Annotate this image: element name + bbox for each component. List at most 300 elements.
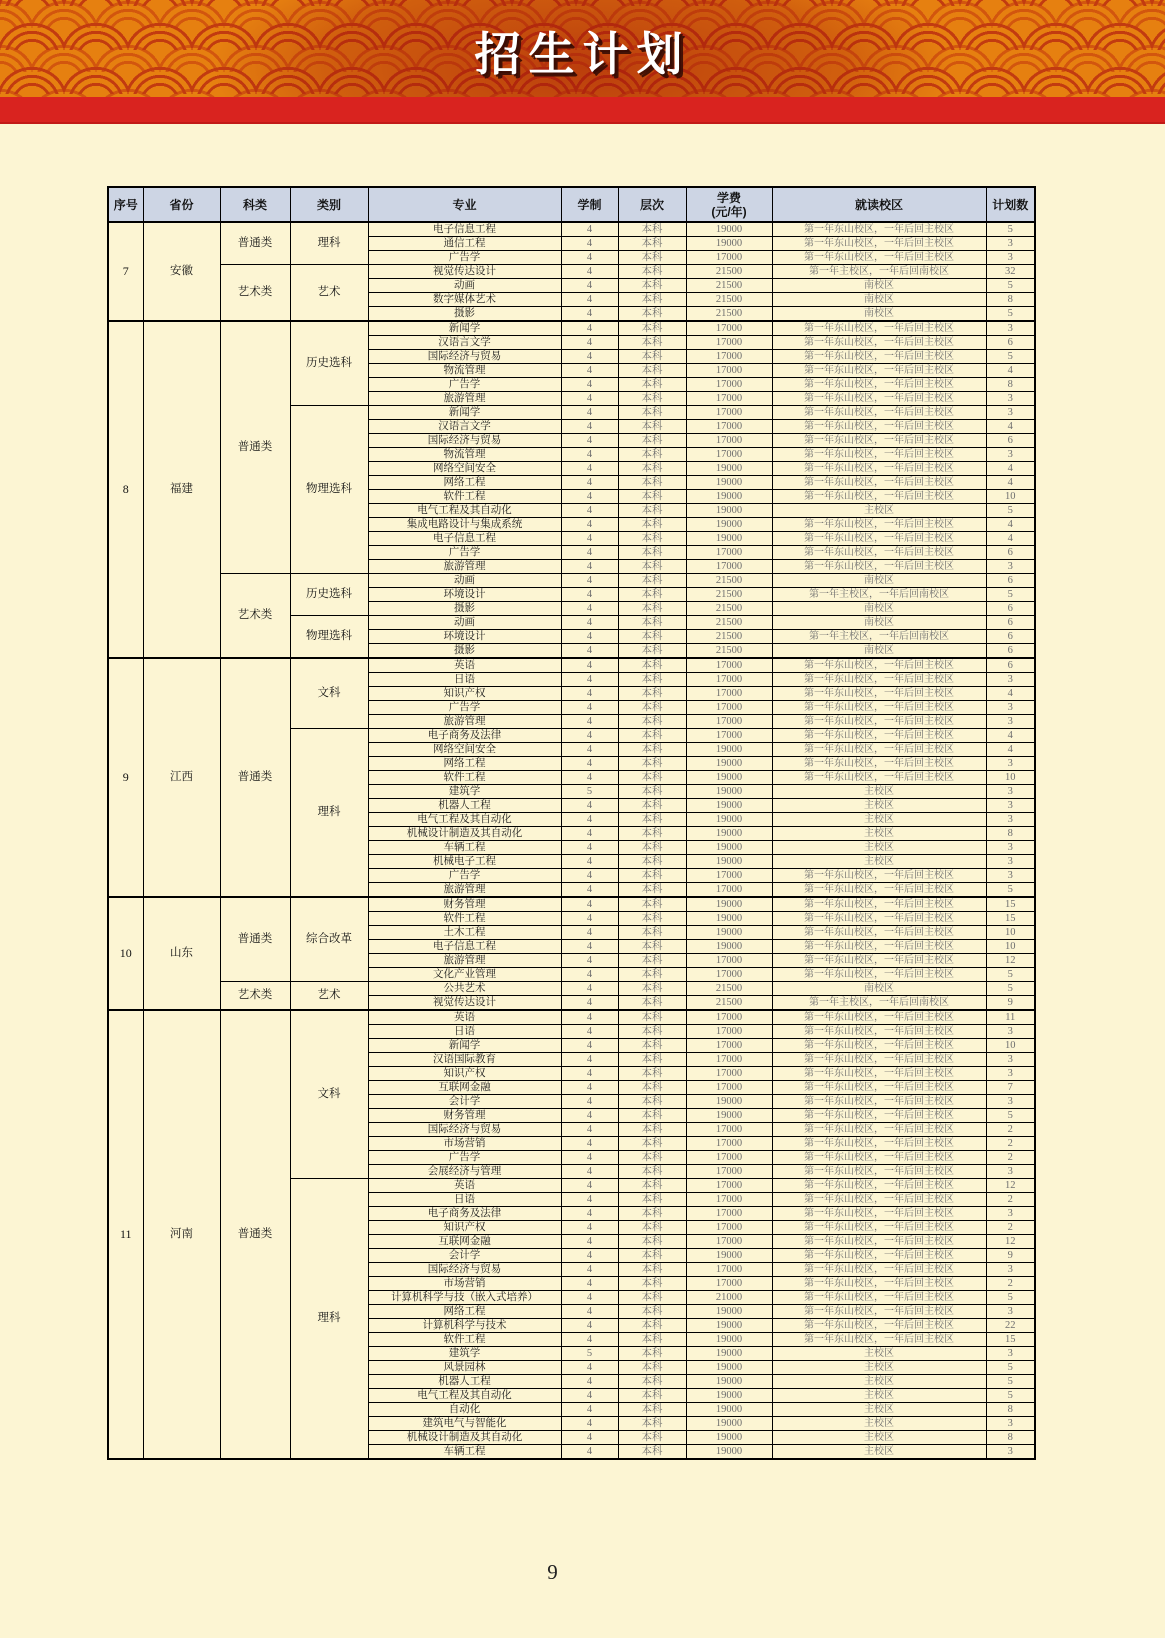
- cell-years: 4: [561, 251, 618, 265]
- cell-campus: 第一年东山校区，一年后回主校区: [772, 743, 986, 757]
- cell-level: 本科: [618, 336, 686, 350]
- cell-level: 本科: [618, 996, 686, 1011]
- cell-count: 10: [986, 926, 1035, 940]
- cell-major: 国际经济与贸易: [368, 434, 561, 448]
- cell-kelei: 普通类: [220, 321, 290, 574]
- cell-years: 4: [561, 771, 618, 785]
- cell-level: 本科: [618, 476, 686, 490]
- cell-campus: 第一年东山校区，一年后回主校区: [772, 701, 986, 715]
- cell-campus: 第一年东山校区，一年后回主校区: [772, 406, 986, 420]
- cell-tuition: 19000: [686, 476, 772, 490]
- cell-level: 本科: [618, 378, 686, 392]
- cell-seq: 7: [108, 222, 143, 321]
- cell-years: 4: [561, 1179, 618, 1193]
- cell-count: 6: [986, 434, 1035, 448]
- cell-tuition: 17000: [686, 1137, 772, 1151]
- cell-level: 本科: [618, 588, 686, 602]
- cell-major: 软件工程: [368, 912, 561, 926]
- cell-major: 国际经济与贸易: [368, 350, 561, 364]
- cell-count: 5: [986, 968, 1035, 982]
- cell-count: 2: [986, 1221, 1035, 1235]
- cell-count: 3: [986, 1095, 1035, 1109]
- cell-major: 英语: [368, 1010, 561, 1025]
- cell-campus: 第一年东山校区，一年后回主校区: [772, 940, 986, 954]
- cell-years: 4: [561, 1207, 618, 1221]
- cell-level: 本科: [618, 855, 686, 869]
- cell-campus: 第一年东山校区，一年后回主校区: [772, 1053, 986, 1067]
- cell-major: 广告学: [368, 1151, 561, 1165]
- cell-years: 4: [561, 912, 618, 926]
- cell-campus: 第一年东山校区，一年后回主校区: [772, 897, 986, 912]
- cell-years: 4: [561, 1165, 618, 1179]
- cell-tuition: 19000: [686, 532, 772, 546]
- cell-major: 广告学: [368, 378, 561, 392]
- cell-major: 文化产业管理: [368, 968, 561, 982]
- cell-years: 4: [561, 321, 618, 336]
- cell-tuition: 19000: [686, 771, 772, 785]
- cell-major: 建筑学: [368, 1347, 561, 1361]
- cell-years: 4: [561, 658, 618, 673]
- cell-major: 物流管理: [368, 448, 561, 462]
- table-row: [108, 265, 1035, 279]
- cell-campus: 主校区: [772, 827, 986, 841]
- cell-level: 本科: [618, 1305, 686, 1319]
- cell-years: 4: [561, 1039, 618, 1053]
- header-kelei: 科类: [220, 187, 290, 222]
- cell-major: 网络工程: [368, 757, 561, 771]
- cell-major: 摄影: [368, 644, 561, 659]
- cell-province: 安徽: [143, 222, 220, 321]
- cell-years: 4: [561, 1389, 618, 1403]
- cell-campus: 第一年东山校区，一年后回主校区: [772, 1067, 986, 1081]
- cell-leibie: 物理选科: [290, 406, 368, 574]
- cell-level: 本科: [618, 912, 686, 926]
- cell-years: 4: [561, 757, 618, 771]
- cell-campus: 第一年东山校区，一年后回主校区: [772, 1333, 986, 1347]
- cell-major: 互联网金融: [368, 1235, 561, 1249]
- cell-count: 5: [986, 1291, 1035, 1305]
- header-major: 专业: [368, 187, 561, 222]
- cell-level: 本科: [618, 785, 686, 799]
- cell-kelei: 普通类: [220, 897, 290, 982]
- cell-years: 4: [561, 602, 618, 616]
- cell-campus: 第一年东山校区，一年后回主校区: [772, 771, 986, 785]
- cell-tuition: 19000: [686, 1249, 772, 1263]
- table-row: [108, 982, 1035, 996]
- cell-level: 本科: [618, 1179, 686, 1193]
- cell-tuition: 19000: [686, 1445, 772, 1460]
- cell-tuition: 17000: [686, 883, 772, 898]
- cell-major: 知识产权: [368, 687, 561, 701]
- cell-count: 15: [986, 1333, 1035, 1347]
- cell-tuition: 21500: [686, 996, 772, 1011]
- cell-count: 3: [986, 1263, 1035, 1277]
- cell-years: 4: [561, 729, 618, 743]
- cell-campus: 第一年东山校区，一年后回主校区: [772, 237, 986, 251]
- cell-campus: 第一年东山校区，一年后回主校区: [772, 532, 986, 546]
- cell-major: 电气工程及其自动化: [368, 813, 561, 827]
- cell-major: 财务管理: [368, 897, 561, 912]
- cell-count: 4: [986, 729, 1035, 743]
- cell-years: 4: [561, 869, 618, 883]
- cell-count: 9: [986, 1249, 1035, 1263]
- cell-major: 旅游管理: [368, 883, 561, 898]
- cell-level: 本科: [618, 265, 686, 279]
- cell-count: 6: [986, 602, 1035, 616]
- page-title: 招生计划: [474, 28, 691, 80]
- cell-tuition: 19000: [686, 237, 772, 251]
- cell-major: 汉语言文学: [368, 336, 561, 350]
- cell-tuition: 17000: [686, 954, 772, 968]
- cell-tuition: 21500: [686, 574, 772, 588]
- cell-years: 4: [561, 1305, 618, 1319]
- cell-campus: 第一年东山校区，一年后回主校区: [772, 1010, 986, 1025]
- cell-count: 5: [986, 883, 1035, 898]
- cell-count: 4: [986, 364, 1035, 378]
- cell-years: 4: [561, 799, 618, 813]
- cell-major: 机械设计制造及其自动化: [368, 1431, 561, 1445]
- cell-tuition: 19000: [686, 1431, 772, 1445]
- cell-level: 本科: [618, 715, 686, 729]
- cell-level: 本科: [618, 701, 686, 715]
- cell-major: 新闻学: [368, 406, 561, 420]
- cell-count: 3: [986, 1025, 1035, 1039]
- cell-count: 8: [986, 378, 1035, 392]
- cell-campus: 第一年东山校区，一年后回主校区: [772, 1207, 986, 1221]
- cell-campus: 第一年东山校区，一年后回主校区: [772, 1137, 986, 1151]
- cell-campus: 第一年东山校区，一年后回主校区: [772, 1151, 986, 1165]
- cell-count: 2: [986, 1137, 1035, 1151]
- cell-level: 本科: [618, 673, 686, 687]
- cell-years: 4: [561, 996, 618, 1011]
- cell-count: 3: [986, 785, 1035, 799]
- header-leibie: 类别: [290, 187, 368, 222]
- cell-major: 动画: [368, 616, 561, 630]
- cell-count: 3: [986, 448, 1035, 462]
- cell-kelei: 普通类: [220, 1010, 290, 1459]
- cell-count: 3: [986, 1417, 1035, 1431]
- cell-count: 2: [986, 1151, 1035, 1165]
- cell-seq: 8: [108, 321, 143, 658]
- cell-years: 4: [561, 1263, 618, 1277]
- cell-level: 本科: [618, 222, 686, 237]
- table-header: [108, 187, 1035, 222]
- cell-level: 本科: [618, 644, 686, 659]
- cell-tuition: 19000: [686, 813, 772, 827]
- cell-major: 日语: [368, 1025, 561, 1039]
- cell-major: 风景园林: [368, 1361, 561, 1375]
- cell-major: 软件工程: [368, 1333, 561, 1347]
- cell-level: 本科: [618, 799, 686, 813]
- cell-count: 5: [986, 1389, 1035, 1403]
- cell-major: 广告学: [368, 251, 561, 265]
- cell-leibie: 物理选科: [290, 616, 368, 659]
- cell-count: 6: [986, 616, 1035, 630]
- cell-campus: 主校区: [772, 1389, 986, 1403]
- table-row: [108, 658, 1035, 673]
- cell-years: 4: [561, 897, 618, 912]
- cell-years: 4: [561, 968, 618, 982]
- cell-years: 4: [561, 855, 618, 869]
- cell-level: 本科: [618, 954, 686, 968]
- cell-years: 4: [561, 307, 618, 322]
- cell-count: 3: [986, 560, 1035, 574]
- cell-years: 4: [561, 1025, 618, 1039]
- cell-level: 本科: [618, 757, 686, 771]
- cell-count: 3: [986, 321, 1035, 336]
- cell-campus: 主校区: [772, 504, 986, 518]
- cell-major: 数字媒体艺术: [368, 293, 561, 307]
- cell-tuition: 19000: [686, 799, 772, 813]
- cell-level: 本科: [618, 687, 686, 701]
- cell-count: 3: [986, 237, 1035, 251]
- cell-level: 本科: [618, 940, 686, 954]
- cell-campus: 第一年东山校区，一年后回主校区: [772, 350, 986, 364]
- header-province: 省份: [143, 187, 220, 222]
- cell-campus: 第一年东山校区，一年后回主校区: [772, 560, 986, 574]
- cell-leibie: 理科: [290, 729, 368, 898]
- cell-major: 摄影: [368, 602, 561, 616]
- cell-level: 本科: [618, 743, 686, 757]
- table-row: [108, 321, 1035, 336]
- cell-major: 互联网金融: [368, 1081, 561, 1095]
- cell-years: 4: [561, 560, 618, 574]
- cell-major: 建筑学: [368, 785, 561, 799]
- cell-major: 机械电子工程: [368, 855, 561, 869]
- cell-count: 5: [986, 279, 1035, 293]
- cell-province: 河南: [143, 1010, 220, 1459]
- cell-years: 4: [561, 1010, 618, 1025]
- cell-tuition: 17000: [686, 729, 772, 743]
- cell-level: 本科: [618, 237, 686, 251]
- header-years: 学制: [561, 187, 618, 222]
- cell-level: 本科: [618, 560, 686, 574]
- cell-level: 本科: [618, 1193, 686, 1207]
- cell-years: 4: [561, 392, 618, 406]
- cell-kelei: 艺术类: [220, 982, 290, 1011]
- cell-campus: 第一年主校区，一年后回南校区: [772, 996, 986, 1011]
- cell-level: 本科: [618, 1389, 686, 1403]
- cell-campus: 南校区: [772, 574, 986, 588]
- cell-tuition: 19000: [686, 743, 772, 757]
- cell-campus: 南校区: [772, 602, 986, 616]
- cell-campus: 第一年东山校区，一年后回主校区: [772, 518, 986, 532]
- cell-years: 4: [561, 1445, 618, 1460]
- cell-tuition: 19000: [686, 1319, 772, 1333]
- cell-count: 10: [986, 490, 1035, 504]
- cell-count: 4: [986, 518, 1035, 532]
- cell-campus: 第一年东山校区，一年后回主校区: [772, 687, 986, 701]
- cell-major: 英语: [368, 1179, 561, 1193]
- cell-major: 机械设计制造及其自动化: [368, 827, 561, 841]
- cell-major: 知识产权: [368, 1067, 561, 1081]
- cell-years: 4: [561, 546, 618, 560]
- cell-level: 本科: [618, 307, 686, 322]
- cell-years: 4: [561, 644, 618, 659]
- cell-leibie: 历史选科: [290, 321, 368, 406]
- cell-level: 本科: [618, 1109, 686, 1123]
- cell-level: 本科: [618, 926, 686, 940]
- cell-leibie: 艺术: [290, 982, 368, 1011]
- cell-level: 本科: [618, 532, 686, 546]
- cell-tuition: 21500: [686, 293, 772, 307]
- cell-major: 汉语国际教育: [368, 1053, 561, 1067]
- cell-tuition: 19000: [686, 897, 772, 912]
- cell-leibie: 综合改革: [290, 897, 368, 982]
- cell-count: 22: [986, 1319, 1035, 1333]
- cell-campus: 第一年东山校区，一年后回主校区: [772, 476, 986, 490]
- cell-tuition: 21500: [686, 602, 772, 616]
- cell-tuition: 19000: [686, 1375, 772, 1389]
- cell-count: 3: [986, 813, 1035, 827]
- cell-count: 11: [986, 1010, 1035, 1025]
- cell-campus: 第一年东山校区，一年后回主校区: [772, 757, 986, 771]
- cell-tuition: 17000: [686, 687, 772, 701]
- cell-level: 本科: [618, 321, 686, 336]
- cell-tuition: 21000: [686, 1291, 772, 1305]
- cell-years: 4: [561, 350, 618, 364]
- cell-major: 土木工程: [368, 926, 561, 940]
- cell-major: 机器人工程: [368, 1375, 561, 1389]
- cell-level: 本科: [618, 1039, 686, 1053]
- cell-years: 4: [561, 1319, 618, 1333]
- cell-tuition: 21500: [686, 616, 772, 630]
- cell-tuition: 17000: [686, 560, 772, 574]
- cell-tuition: 17000: [686, 364, 772, 378]
- cell-campus: 南校区: [772, 293, 986, 307]
- cell-level: 本科: [618, 729, 686, 743]
- cell-major: 动画: [368, 279, 561, 293]
- cell-campus: 第一年东山校区，一年后回主校区: [772, 1123, 986, 1137]
- cell-count: 3: [986, 406, 1035, 420]
- banner-red-stripe: [0, 97, 1165, 124]
- cell-campus: 第一年东山校区，一年后回主校区: [772, 1081, 986, 1095]
- cell-level: 本科: [618, 1081, 686, 1095]
- cell-campus: 主校区: [772, 799, 986, 813]
- cell-campus: 主校区: [772, 1375, 986, 1389]
- cell-level: 本科: [618, 350, 686, 364]
- cell-years: 4: [561, 378, 618, 392]
- cell-campus: 第一年东山校区，一年后回主校区: [772, 673, 986, 687]
- cell-campus: 南校区: [772, 616, 986, 630]
- cell-tuition: 21500: [686, 265, 772, 279]
- cell-years: 4: [561, 1221, 618, 1235]
- cell-years: 5: [561, 1347, 618, 1361]
- cell-major: 电子商务及法律: [368, 1207, 561, 1221]
- cell-years: 4: [561, 1417, 618, 1431]
- cell-count: 3: [986, 1445, 1035, 1460]
- page-number: 9: [547, 1560, 558, 1584]
- cell-major: 电子信息工程: [368, 940, 561, 954]
- cell-level: 本科: [618, 462, 686, 476]
- cell-campus: 第一年东山校区，一年后回主校区: [772, 926, 986, 940]
- cell-tuition: 21500: [686, 630, 772, 644]
- cell-count: 3: [986, 392, 1035, 406]
- cell-tuition: 17000: [686, 701, 772, 715]
- cell-major: 计算机科学与技术: [368, 1319, 561, 1333]
- cell-major: 新闻学: [368, 1039, 561, 1053]
- cell-campus: 主校区: [772, 785, 986, 799]
- cell-level: 本科: [618, 1361, 686, 1375]
- cell-campus: 第一年东山校区，一年后回主校区: [772, 336, 986, 350]
- cell-count: 6: [986, 336, 1035, 350]
- cell-major: 会计学: [368, 1095, 561, 1109]
- cell-count: 3: [986, 251, 1035, 265]
- cell-count: 12: [986, 1179, 1035, 1193]
- cell-major: 建筑电气与智能化: [368, 1417, 561, 1431]
- cell-years: 4: [561, 420, 618, 434]
- cell-years: 4: [561, 687, 618, 701]
- cell-tuition: 19000: [686, 1305, 772, 1319]
- cell-years: 4: [561, 364, 618, 378]
- cell-years: 4: [561, 1193, 618, 1207]
- cell-level: 本科: [618, 1095, 686, 1109]
- cell-kelei: 普通类: [220, 222, 290, 265]
- cell-level: 本科: [618, 1235, 686, 1249]
- cell-tuition: 19000: [686, 1361, 772, 1375]
- cell-tuition: 19000: [686, 757, 772, 771]
- cell-level: 本科: [618, 827, 686, 841]
- cell-campus: 第一年东山校区，一年后回主校区: [772, 954, 986, 968]
- cell-level: 本科: [618, 883, 686, 898]
- cell-level: 本科: [618, 1207, 686, 1221]
- cell-leibie: 理科: [290, 1179, 368, 1460]
- plan-table-body: [108, 222, 1035, 1459]
- cell-tuition: 19000: [686, 1109, 772, 1123]
- cell-tuition: 17000: [686, 378, 772, 392]
- cell-major: 市场营销: [368, 1277, 561, 1291]
- cell-campus: 第一年东山校区，一年后回主校区: [772, 1109, 986, 1123]
- cell-campus: 第一年东山校区，一年后回主校区: [772, 1291, 986, 1305]
- cell-campus: 主校区: [772, 1347, 986, 1361]
- cell-major: 自动化: [368, 1403, 561, 1417]
- cell-campus: 南校区: [772, 279, 986, 293]
- table-row: [108, 574, 1035, 588]
- cell-province: 山东: [143, 897, 220, 1010]
- cell-count: 3: [986, 1305, 1035, 1319]
- cell-major: 电气工程及其自动化: [368, 1389, 561, 1403]
- cell-campus: 第一年东山校区，一年后回主校区: [772, 1179, 986, 1193]
- cell-major: 旅游管理: [368, 715, 561, 729]
- cell-level: 本科: [618, 392, 686, 406]
- cell-level: 本科: [618, 1333, 686, 1347]
- cell-level: 本科: [618, 630, 686, 644]
- cell-years: 4: [561, 532, 618, 546]
- cell-seq: 11: [108, 1010, 143, 1459]
- cell-tuition: 21500: [686, 644, 772, 659]
- cell-level: 本科: [618, 1165, 686, 1179]
- header-tuition-label: 学费: [716, 190, 741, 205]
- table-row: [108, 1010, 1035, 1025]
- cell-campus: 第一年东山校区，一年后回主校区: [772, 321, 986, 336]
- cell-tuition: 17000: [686, 1123, 772, 1137]
- cell-tuition: 17000: [686, 1010, 772, 1025]
- cell-campus: 主校区: [772, 1361, 986, 1375]
- cell-count: 4: [986, 743, 1035, 757]
- cell-count: 15: [986, 912, 1035, 926]
- cell-major: 动画: [368, 574, 561, 588]
- cell-tuition: 17000: [686, 1221, 772, 1235]
- cell-tuition: 19000: [686, 504, 772, 518]
- cell-years: 4: [561, 954, 618, 968]
- cell-major: 车辆工程: [368, 1445, 561, 1460]
- cell-years: 4: [561, 1375, 618, 1389]
- cell-campus: 南校区: [772, 307, 986, 322]
- cell-years: 4: [561, 490, 618, 504]
- banner: [0, 0, 1165, 97]
- cell-years: 4: [561, 588, 618, 602]
- cell-years: 4: [561, 827, 618, 841]
